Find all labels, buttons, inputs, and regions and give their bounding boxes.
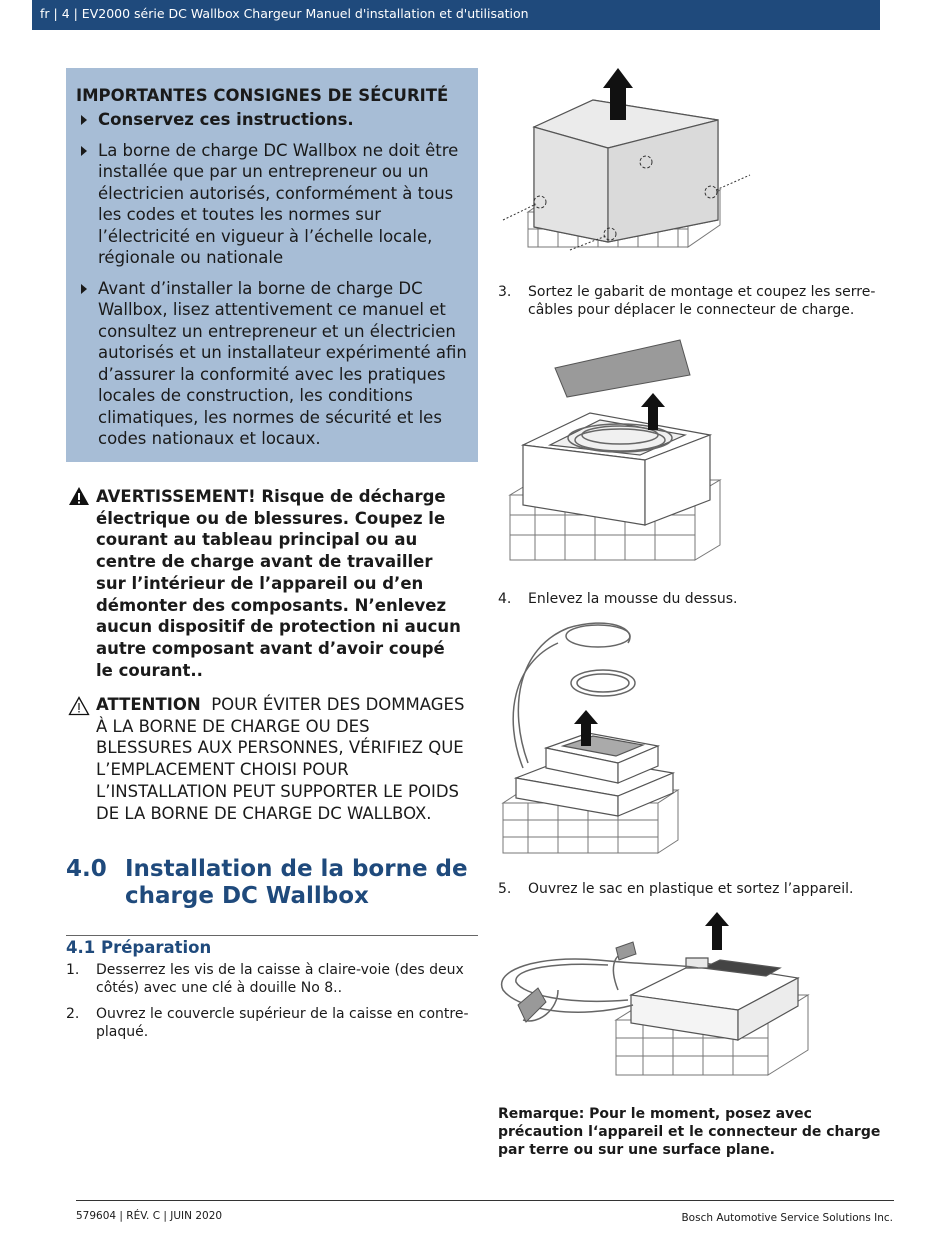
step-number: 5. <box>498 881 512 897</box>
note-text: Remarque: Pour le moment, posez avec précaution l‘appareil et le connecteur de charge par terre ou sur une surface plane. <box>498 1106 881 1158</box>
crate-lid-illustration <box>498 62 758 267</box>
section-heading <box>66 856 478 910</box>
remove-foam-illustration <box>498 618 693 860</box>
step-item <box>66 1006 478 1041</box>
warning-text: AVERTISSEMENT! Risque de décharge électrique ou de blessures. Coupez le courant au tableau principal ou au centre de charge avant de travailler sur l’intérieur de l’appareil ou d’en démonter des composants. N’enlevez aucun dispositif de protection ni aucun autre composant avant d’avoir coupé le courant.. <box>96 487 461 680</box>
steps-list-left <box>66 962 478 1050</box>
step-number: 2. <box>66 1006 80 1022</box>
step-item <box>498 284 888 319</box>
caution-block <box>66 694 466 824</box>
safety-item-text: La borne de charge DC Wallbox ne doit être installée que par un entrepreneur ou un électricien autorisés, conformément à tous les codes et toutes les normes sur l’électricité en vigueur à l’échelle locale, régionale ou nationale <box>98 140 459 267</box>
bullet-arrow-icon <box>81 146 87 156</box>
bullet-arrow-icon <box>81 115 87 125</box>
footer-revision: 579604 | RÉV. C | JUIN 2020 <box>76 1210 223 1222</box>
warning-triangle-icon <box>68 486 90 506</box>
safety-item <box>76 109 478 131</box>
subsection-heading: 4.1 Préparation <box>66 938 212 957</box>
section-title: Installation de la borne de charge DC Wallbox <box>125 856 468 909</box>
step-number: 4. <box>498 591 512 607</box>
step-text: Ouvrez le sac en plastique et sortez l’appareil. <box>528 881 854 897</box>
section-number: 4.0 <box>66 856 107 882</box>
warning-block <box>66 486 466 681</box>
bullet-arrow-icon <box>81 284 87 294</box>
step-text: Sortez le gabarit de montage et coupez les serre-câbles pour déplacer le connecteur de charge. <box>528 284 876 318</box>
step-item <box>498 591 888 609</box>
footer-company: Bosch Automotive Service Solutions Inc. <box>681 1212 893 1224</box>
step-text: Desserrez les vis de la caisse à claire-voie (des deux côtés) avec une clé à douille No 8.. <box>96 962 464 996</box>
step-number: 1. <box>66 962 80 978</box>
caution-label: ATTENTION <box>96 695 201 714</box>
step-text: Ouvrez le couvercle supérieur de la caisse en contre-plaqué. <box>96 1006 469 1040</box>
safety-instructions-box <box>66 68 478 462</box>
safety-item-text: Avant d’installer la borne de charge DC Wallbox, lisez attentivement ce manuel et consultez un entrepreneur et un électricien autorisés et un installateur expérimenté afin d’assurer la conformité avec les pratiques locales de construction, les conditions climatiques, les normes de sécurité et les codes nationaux et locaux. <box>98 278 467 448</box>
safety-title: IMPORTANTES CONSIGNES DE SÉCURITÉ <box>76 86 449 105</box>
safety-item <box>76 140 478 269</box>
step-item <box>66 962 478 997</box>
caution-text <box>96 694 466 824</box>
mounting-template-illustration <box>505 335 725 570</box>
section-divider <box>66 935 478 936</box>
page-header <box>32 0 880 30</box>
safety-item-text: Conservez ces instructions. <box>98 110 354 129</box>
footer-divider <box>76 1200 894 1201</box>
step-text: Enlevez la mousse du dessus. <box>528 591 738 607</box>
unpack-unit-illustration <box>498 910 810 1080</box>
caution-triangle-icon <box>68 696 90 716</box>
header-text: fr | 4 | EV2000 série DC Wallbox Chargeur Manuel d'installation et d'utilisation <box>40 6 529 21</box>
step-number: 3. <box>498 284 512 300</box>
step-item <box>498 881 888 899</box>
caution-body: POUR ÉVITER DES DOMMAGES À LA BORNE DE CHARGE OU DES BLESSURES AUX PERSONNES, VÉRIFIEZ QUE L’EMPLACEMENT CHOISI POUR L’INSTALLATION PEUT SUPPORTER LE POIDS DE LA BORNE DE CHARGE DC WALLBOX. <box>96 695 465 823</box>
safety-item <box>76 278 478 450</box>
